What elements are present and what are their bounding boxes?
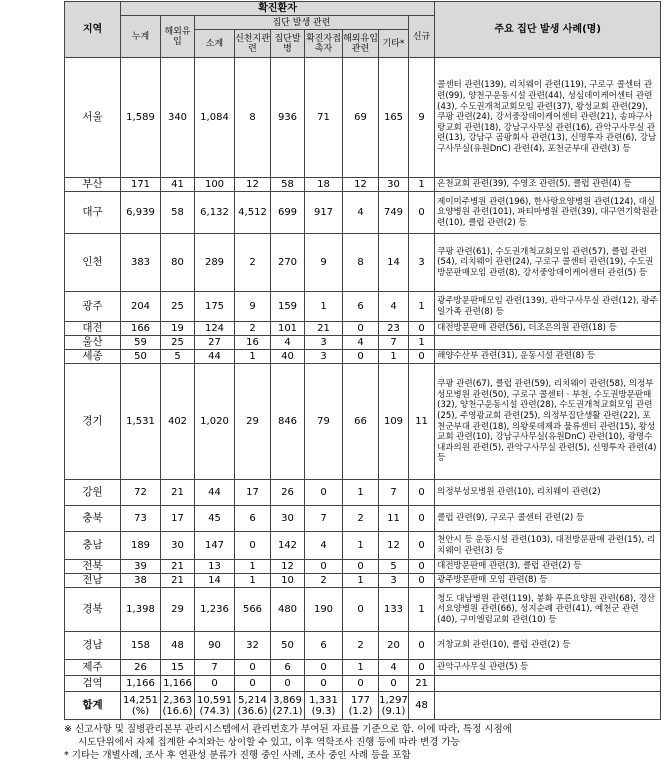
value-cell-sub: 44 xyxy=(195,350,235,364)
value-cell-cum: 1,166 xyxy=(121,676,161,692)
value-cell-sub: 289 xyxy=(195,234,235,292)
table-row xyxy=(65,234,661,292)
header-subtotal: 소계 xyxy=(195,30,235,58)
table-row xyxy=(65,588,661,632)
value-cell-oth: 109 xyxy=(379,364,409,480)
header-other: 기타* xyxy=(379,30,409,58)
region-cell: 제주 xyxy=(65,660,121,676)
region-cell: 충북 xyxy=(65,506,121,532)
value-cell-new: 1 xyxy=(409,292,435,322)
value-cell-oth: 4 xyxy=(379,660,409,676)
value-cell-ovs: 25 xyxy=(161,336,195,350)
value-cell-sub: 1,084 xyxy=(195,58,235,178)
cases-cell: 광주방문판매 모임 관련(8) 등 xyxy=(435,574,661,588)
value-cell-ovr: 12 xyxy=(343,178,379,192)
value-cell-new: 11 xyxy=(409,364,435,480)
table-row xyxy=(65,480,661,506)
value-cell-ovr: 1 xyxy=(343,532,379,560)
value-cell-shin: 2 xyxy=(235,322,271,336)
value-cell-grp: 480 xyxy=(271,588,305,632)
value-cell-new: 0 xyxy=(409,660,435,676)
value-cell-grp: 142 xyxy=(271,532,305,560)
value-cell-sub: 124 xyxy=(195,322,235,336)
value-cell-ovs: 21 xyxy=(161,574,195,588)
table-row xyxy=(65,532,661,560)
footnote-line-1: ※ 신고사항 및 질병관리본부 관리시스템에서 관리번호가 부여된 자료를 기준으로 함. 이에 따라, 특정 시점에 xyxy=(64,724,512,735)
header-contact: 확진자접촉자 xyxy=(305,30,343,58)
value-cell-shin: 9 xyxy=(235,292,271,322)
table-row xyxy=(65,322,661,336)
value-cell-ovs: 19 xyxy=(161,322,195,336)
value-cell-grp: 846 xyxy=(271,364,305,480)
cases-cell: 온천교회 관련(39), 수영조 관련(5), 클럽 관련(4) 등 xyxy=(435,178,661,192)
footnote-line-3: * 기타는 개별사례, 조사 후 연관성 분류가 진행 중인 사례, 조사 중인 사례 등을 포함 xyxy=(64,750,411,761)
header-cumulative: 누계 xyxy=(121,16,161,58)
value-cell-con: 6 xyxy=(305,632,343,660)
value-cell-shin: 0 xyxy=(235,532,271,560)
value-cell-shin: 1 xyxy=(235,560,271,574)
value-cell-ovr: 0 xyxy=(343,588,379,632)
value-cell-shin: 0 xyxy=(235,676,271,692)
total-overseas: 2,363 (16.6) xyxy=(161,692,195,720)
value-cell-ovs: 5 xyxy=(161,350,195,364)
cases-cell: 해양수산부 관련(31), 운동시설 관련(8) 등 xyxy=(435,350,661,364)
value-cell-grp: 159 xyxy=(271,292,305,322)
value-cell-cum: 1,531 xyxy=(121,364,161,480)
region-cell: 경남 xyxy=(65,632,121,660)
cases-cell xyxy=(435,336,661,350)
value-cell-shin: 32 xyxy=(235,632,271,660)
value-cell-ovs: 29 xyxy=(161,588,195,632)
value-cell-sub: 14 xyxy=(195,574,235,588)
value-cell-ovr: 69 xyxy=(343,58,379,178)
cases-cell: 거창교회 관련(10), 클럽 관련(2) 등 xyxy=(435,632,661,660)
value-cell-oth: 1 xyxy=(379,350,409,364)
region-cell: 전남 xyxy=(65,574,121,588)
region-cell: 경기 xyxy=(65,364,121,480)
value-cell-ovr: 4 xyxy=(343,336,379,350)
table-row xyxy=(65,192,661,234)
cases-cell: 대전방문판매 관련(3), 클럽 관련(2) 등 xyxy=(435,560,661,574)
statistics-document xyxy=(64,1,664,762)
footnote-line-2: 시도단위에서 자체 집계한 수치와는 상이할 수 있고, 이후 역학조사 진행 등에 따라 변경 가능 xyxy=(78,737,460,748)
value-cell-oth: 165 xyxy=(379,58,409,178)
value-cell-ovr: 6 xyxy=(343,292,379,322)
value-cell-grp: 40 xyxy=(271,350,305,364)
value-cell-new: 0 xyxy=(409,532,435,560)
value-cell-shin: 8 xyxy=(235,58,271,178)
region-cell: 강원 xyxy=(65,480,121,506)
region-cell: 대구 xyxy=(65,192,121,234)
value-cell-cum: 38 xyxy=(121,574,161,588)
value-cell-sub: 1,020 xyxy=(195,364,235,480)
cases-cell: 천안시 등 운동시설 관련(103), 대전방문판매 관련(15), 리치웨이 관련(3) 등 xyxy=(435,532,661,560)
value-cell-ovs: 30 xyxy=(161,532,195,560)
value-cell-shin: 12 xyxy=(235,178,271,192)
value-cell-oth: 7 xyxy=(379,480,409,506)
cases-cell: 쿠팡 관련(67), 클럽 관련(59), 리치웨이 관련(58), 의정부성모병원 관련(50), 구로구 콜센터 · 부천, 수도권방문판매(32), 양천구운동시설 관련(28), 수도권개척교회모임 관련(25), 주영광교회 관련(25), 의정부집단생활 관련(22), 포천군부대 관련(18), 의왕롯데제과 물류센터 관련(15), 왕성교회 관련(10), 강남구사무실(유원DnC) 관련(10), 광명수내과의원 관련(5), 관악구사무실 관련(5), 신명투자 관련(4) 등 xyxy=(435,364,661,480)
value-cell-new: 0 xyxy=(409,350,435,364)
value-cell-grp: 58 xyxy=(271,178,305,192)
table-row xyxy=(65,574,661,588)
value-cell-grp: 936 xyxy=(271,58,305,178)
footnotes xyxy=(64,723,664,762)
header-cluster: 집단 발생 관련 xyxy=(195,16,409,30)
value-cell-grp: 101 xyxy=(271,322,305,336)
value-cell-sub: 7 xyxy=(195,660,235,676)
region-cell: 세종 xyxy=(65,350,121,364)
header-overseas: 해외유입 xyxy=(161,16,195,58)
value-cell-con: 0 xyxy=(305,480,343,506)
value-cell-cum: 158 xyxy=(121,632,161,660)
value-cell-shin: 16 xyxy=(235,336,271,350)
value-cell-con: 18 xyxy=(305,178,343,192)
region-cell: 인천 xyxy=(65,234,121,292)
value-cell-oth: 4 xyxy=(379,292,409,322)
total-label: 합계 xyxy=(65,692,121,720)
table-row xyxy=(65,336,661,350)
cases-cell: 광주방문판매모임 관련(139), 관악구사무실 관련(12), 광주일가족 관련(8) 등 xyxy=(435,292,661,322)
value-cell-ovr: 66 xyxy=(343,364,379,480)
header-shincheonji: 신천지관련 xyxy=(235,30,271,58)
value-cell-ovr: 2 xyxy=(343,506,379,532)
value-cell-oth: 0 xyxy=(379,676,409,692)
value-cell-ovs: 15 xyxy=(161,660,195,676)
header-main-cases: 주요 집단 발생 사례(명) xyxy=(435,2,661,58)
header-region: 지역 xyxy=(65,2,121,58)
value-cell-con: 9 xyxy=(305,234,343,292)
value-cell-shin: 1 xyxy=(235,350,271,364)
value-cell-con: 3 xyxy=(305,350,343,364)
value-cell-sub: 100 xyxy=(195,178,235,192)
value-cell-con: 21 xyxy=(305,322,343,336)
value-cell-new: 0 xyxy=(409,506,435,532)
regional-cases-table xyxy=(64,1,661,720)
header-confirmed: 확진환자 xyxy=(121,2,435,16)
value-cell-shin: 6 xyxy=(235,506,271,532)
value-cell-new: 21 xyxy=(409,676,435,692)
value-cell-con: 3 xyxy=(305,336,343,350)
region-cell: 광주 xyxy=(65,292,121,322)
value-cell-shin: 29 xyxy=(235,364,271,480)
table-row xyxy=(65,350,661,364)
region-cell: 검역 xyxy=(65,676,121,692)
region-cell: 충남 xyxy=(65,532,121,560)
cases-cell xyxy=(435,676,661,692)
total-contact: 1,331 (9.3) xyxy=(305,692,343,720)
value-cell-grp: 4 xyxy=(271,336,305,350)
value-cell-sub: 90 xyxy=(195,632,235,660)
value-cell-con: 190 xyxy=(305,588,343,632)
value-cell-cum: 383 xyxy=(121,234,161,292)
table-body xyxy=(65,58,661,692)
value-cell-oth: 5 xyxy=(379,560,409,574)
table-row xyxy=(65,560,661,574)
value-cell-ovs: 25 xyxy=(161,292,195,322)
value-cell-oth: 30 xyxy=(379,178,409,192)
value-cell-oth: 3 xyxy=(379,574,409,588)
value-cell-ovr: 1 xyxy=(343,480,379,506)
value-cell-cum: 72 xyxy=(121,480,161,506)
value-cell-shin: 4,512 xyxy=(235,192,271,234)
cases-cell: 제이미주병원 관련(196), 한사랑요양병원 관련(124), 대실요양병원 관련(101), 파티마병원 관련(39), 대구연기학원관련(10), 클럽 관련(2) 등 xyxy=(435,192,661,234)
value-cell-new: 0 xyxy=(409,632,435,660)
table-row xyxy=(65,660,661,676)
value-cell-cum: 1,398 xyxy=(121,588,161,632)
cases-cell: 청도 대남병원 관련(119), 봉화 푸른요양원 관련(68), 경산 서요양병원 관련(66), 성지순례 관련(41), 예천군 관련(40), 구미엘림교회 관련(10) 등 xyxy=(435,588,661,632)
table-row xyxy=(65,364,661,480)
value-cell-sub: 147 xyxy=(195,532,235,560)
region-cell: 부산 xyxy=(65,178,121,192)
value-cell-shin: 566 xyxy=(235,588,271,632)
table-row xyxy=(65,178,661,192)
cases-cell: 콜센터 관련(139), 리치웨이 관련(119), 구로구 콜센터 관련(99), 양천구운동시설 관련(44), 성심데이케어센터 관련(43), 수도권개척교회모임 관련(37), 왕성교회 관련(29), 쿠팡 관련(24), 강서중장데이케어센터 관련(21), 송파구사랑교회 관련(18), 강남구사무실 관련(16), 관악구사무실 관련(13), 강남구 곰팡회사 관련(13), 신명투자 관련(6), 강남구사무실(유원DnC) 관련(4), 포천군부대 관련(3) 등 xyxy=(435,58,661,178)
value-cell-con: 7 xyxy=(305,506,343,532)
value-cell-cum: 6,939 xyxy=(121,192,161,234)
value-cell-cum: 50 xyxy=(121,350,161,364)
table-row xyxy=(65,506,661,532)
total-overseas-related: 177 (1.2) xyxy=(343,692,379,720)
value-cell-cum: 171 xyxy=(121,178,161,192)
value-cell-con: 79 xyxy=(305,364,343,480)
value-cell-shin: 2 xyxy=(235,234,271,292)
total-cases-empty xyxy=(435,692,661,720)
header-new: 신규 xyxy=(409,16,435,58)
value-cell-con: 4 xyxy=(305,532,343,560)
value-cell-con: 71 xyxy=(305,58,343,178)
total-other: 1,297 (9.1) xyxy=(379,692,409,720)
value-cell-ovs: 21 xyxy=(161,560,195,574)
value-cell-grp: 30 xyxy=(271,506,305,532)
value-cell-con: 0 xyxy=(305,676,343,692)
value-cell-ovs: 17 xyxy=(161,506,195,532)
total-subtotal: 10,591 (74.3) xyxy=(195,692,235,720)
value-cell-cum: 59 xyxy=(121,336,161,350)
total-new: 48 xyxy=(409,692,435,720)
value-cell-new: 1 xyxy=(409,178,435,192)
value-cell-oth: 133 xyxy=(379,588,409,632)
value-cell-shin: 0 xyxy=(235,660,271,676)
table-row xyxy=(65,58,661,178)
value-cell-cum: 39 xyxy=(121,560,161,574)
value-cell-shin: 17 xyxy=(235,480,271,506)
value-cell-cum: 73 xyxy=(121,506,161,532)
value-cell-cum: 189 xyxy=(121,532,161,560)
value-cell-oth: 23 xyxy=(379,322,409,336)
value-cell-sub: 175 xyxy=(195,292,235,322)
value-cell-grp: 12 xyxy=(271,560,305,574)
cases-cell: 클럽 관련(9), 구로구 콜센터 관련(2) 등 xyxy=(435,506,661,532)
table-row xyxy=(65,632,661,660)
value-cell-sub: 13 xyxy=(195,560,235,574)
table-row xyxy=(65,292,661,322)
value-cell-con: 2 xyxy=(305,574,343,588)
value-cell-sub: 0 xyxy=(195,676,235,692)
value-cell-new: 0 xyxy=(409,574,435,588)
value-cell-grp: 10 xyxy=(271,574,305,588)
region-cell: 경북 xyxy=(65,588,121,632)
value-cell-ovr: 1 xyxy=(343,660,379,676)
total-group: 3,869 (27.1) xyxy=(271,692,305,720)
region-cell: 서울 xyxy=(65,58,121,178)
value-cell-oth: 14 xyxy=(379,234,409,292)
value-cell-con: 1 xyxy=(305,292,343,322)
value-cell-grp: 6 xyxy=(271,660,305,676)
value-cell-ovs: 340 xyxy=(161,58,195,178)
value-cell-cum: 26 xyxy=(121,660,161,676)
region-cell: 대전 xyxy=(65,322,121,336)
total-cumulative: 14,251 (%) xyxy=(121,692,161,720)
value-cell-ovs: 80 xyxy=(161,234,195,292)
value-cell-cum: 166 xyxy=(121,322,161,336)
value-cell-ovr: 0 xyxy=(343,350,379,364)
header-overseas-related: 해외유입관련 xyxy=(343,30,379,58)
value-cell-new: 1 xyxy=(409,588,435,632)
value-cell-new: 1 xyxy=(409,336,435,350)
value-cell-new: 0 xyxy=(409,560,435,574)
value-cell-grp: 0 xyxy=(271,676,305,692)
value-cell-oth: 7 xyxy=(379,336,409,350)
value-cell-ovr: 0 xyxy=(343,322,379,336)
value-cell-new: 9 xyxy=(409,58,435,178)
value-cell-grp: 270 xyxy=(271,234,305,292)
value-cell-sub: 1,236 xyxy=(195,588,235,632)
value-cell-cum: 1,589 xyxy=(121,58,161,178)
value-cell-oth: 12 xyxy=(379,532,409,560)
cases-cell: 관악구사무실 관련(5) 등 xyxy=(435,660,661,676)
value-cell-oth: 20 xyxy=(379,632,409,660)
header-group: 집단발병 xyxy=(271,30,305,58)
value-cell-ovs: 41 xyxy=(161,178,195,192)
value-cell-oth: 749 xyxy=(379,192,409,234)
value-cell-new: 0 xyxy=(409,480,435,506)
value-cell-ovr: 0 xyxy=(343,560,379,574)
value-cell-grp: 26 xyxy=(271,480,305,506)
cases-cell: 의정부성모병원 관련(10), 리치웨이 관련(2) xyxy=(435,480,661,506)
value-cell-ovr: 0 xyxy=(343,676,379,692)
cases-cell: 대전방문판매 관련(56), 더조은의원 관련(18) 등 xyxy=(435,322,661,336)
region-cell: 전북 xyxy=(65,560,121,574)
value-cell-con: 0 xyxy=(305,560,343,574)
value-cell-con: 917 xyxy=(305,192,343,234)
total-row xyxy=(65,692,661,720)
value-cell-new: 3 xyxy=(409,234,435,292)
value-cell-new: 0 xyxy=(409,322,435,336)
value-cell-sub: 6,132 xyxy=(195,192,235,234)
value-cell-grp: 699 xyxy=(271,192,305,234)
total-shincheonji: 5,214 (36.6) xyxy=(235,692,271,720)
value-cell-grp: 50 xyxy=(271,632,305,660)
value-cell-cum: 204 xyxy=(121,292,161,322)
cases-cell: 쿠팡 관련(61), 수도권개척교회모임 관련(57), 클럽 관련(54), 리치웨이 관련(24), 구로구 콜센터 관련(19), 수도권방문판매모임 관련(8), 강서중앙데이케어센터 관련(5) 등 xyxy=(435,234,661,292)
value-cell-con: 0 xyxy=(305,660,343,676)
value-cell-ovr: 8 xyxy=(343,234,379,292)
value-cell-ovs: 48 xyxy=(161,632,195,660)
value-cell-oth: 11 xyxy=(379,506,409,532)
value-cell-ovr: 1 xyxy=(343,574,379,588)
table-row xyxy=(65,676,661,692)
value-cell-ovs: 402 xyxy=(161,364,195,480)
value-cell-sub: 27 xyxy=(195,336,235,350)
value-cell-ovs: 21 xyxy=(161,480,195,506)
value-cell-shin: 1 xyxy=(235,574,271,588)
region-cell: 울산 xyxy=(65,336,121,350)
value-cell-ovr: 4 xyxy=(343,192,379,234)
value-cell-new: 0 xyxy=(409,192,435,234)
value-cell-ovr: 2 xyxy=(343,632,379,660)
value-cell-sub: 45 xyxy=(195,506,235,532)
value-cell-ovs: 58 xyxy=(161,192,195,234)
value-cell-ovs: 1,166 xyxy=(161,676,195,692)
value-cell-sub: 44 xyxy=(195,480,235,506)
